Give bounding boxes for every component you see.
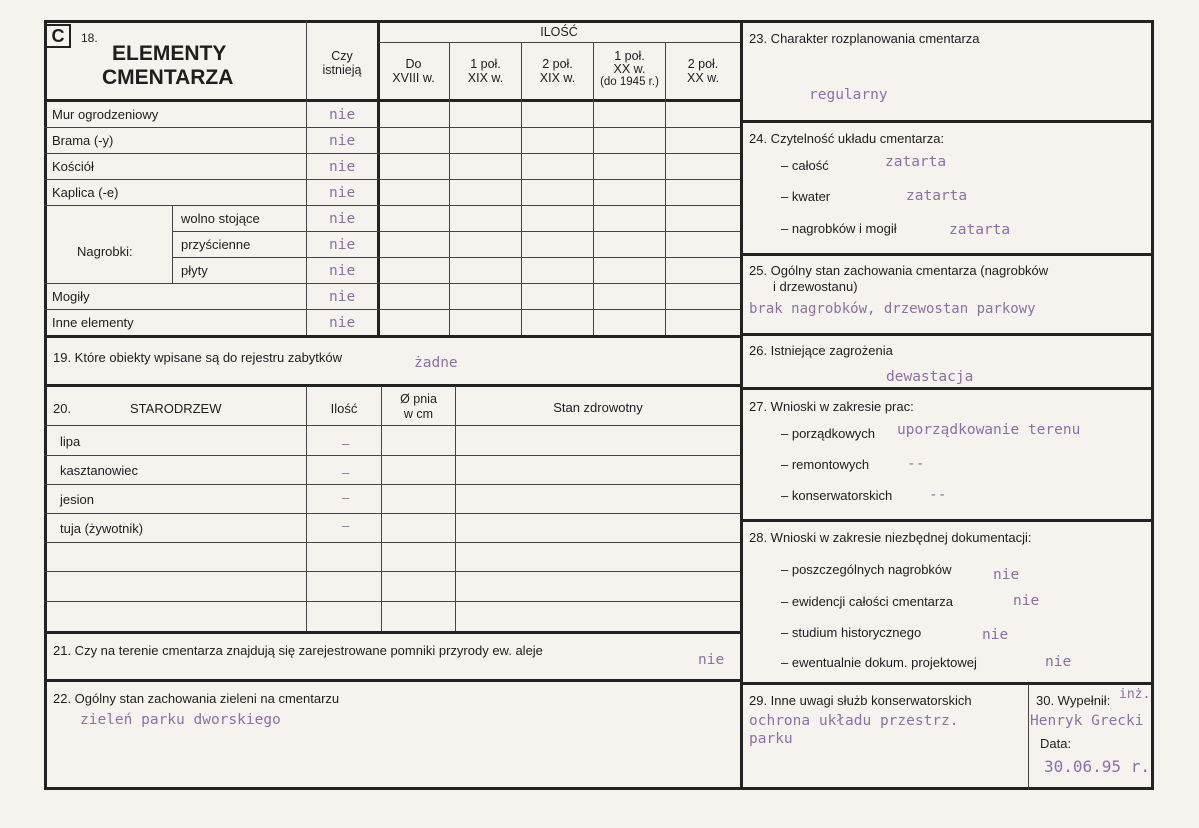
q20-number: 20. xyxy=(53,401,72,416)
element-exists-value: nie xyxy=(329,185,356,201)
q27-item-value: uporządkowanie terenu xyxy=(897,422,1081,438)
section-letter-box: C xyxy=(45,24,71,48)
element-label: płyty xyxy=(181,263,208,278)
q24-item-value: zatarta xyxy=(885,154,947,170)
q25-label-l2: i drzewostanu) xyxy=(773,279,858,294)
element-label: Inne elementy xyxy=(52,315,134,330)
q30-title: inż. xyxy=(1119,687,1151,702)
row-rule xyxy=(44,309,740,310)
period-header: 2 poł. xyxy=(687,57,719,71)
tree-name: jesion xyxy=(60,492,94,507)
q28-item-label: – poszczególnych nagrobków xyxy=(781,562,952,577)
q20-diam-header-l2: w cm xyxy=(403,407,434,421)
q21-label: 21. Czy na terenie cmentarza znajdują się zarejestrowane pomniki przyrody ew. aleje xyxy=(53,643,543,658)
element-label: Brama (-y) xyxy=(52,133,114,148)
q28-label: 28. Wnioski w zakresie niezbędnej dokumentacji: xyxy=(749,530,1032,545)
q22-value: zieleń parku dworskiego xyxy=(80,712,281,728)
q27-item-value: -- xyxy=(907,456,925,472)
q26-label: 26. Istniejące zagrożenia xyxy=(749,343,893,358)
tree-qty: – xyxy=(342,436,350,451)
tree-qty: – xyxy=(342,518,350,533)
q29-value-l1: ochrona układu przestrz. xyxy=(749,713,959,729)
period-header: 1 poł. xyxy=(470,57,501,71)
exists-header-l2: istnieją xyxy=(322,63,362,77)
q20-title: STARODRZEW xyxy=(130,401,222,416)
col-rule xyxy=(455,386,456,632)
q28-item-value: nie xyxy=(1045,654,1072,670)
q24-item-label: – całość xyxy=(781,158,829,173)
quantity-header: ILOŚĆ xyxy=(540,25,578,39)
period-header: 1 poł. xyxy=(614,49,645,63)
element-exists-value: nie xyxy=(329,263,356,279)
element-exists-value: nie xyxy=(329,133,356,149)
row-rule xyxy=(44,127,740,128)
period-header: XX w. xyxy=(613,62,646,76)
element-exists-value: nie xyxy=(329,107,356,123)
element-exists-value: nie xyxy=(329,237,356,253)
period-header: Do xyxy=(405,57,422,71)
q24-item-label: – nagrobków i mogił xyxy=(781,221,897,236)
row-rule xyxy=(172,231,740,232)
period-header: (do 1945 r.) xyxy=(600,76,659,88)
element-label: Kaplica (-e) xyxy=(52,185,119,200)
q23-value: regularny xyxy=(809,87,888,103)
row-rule xyxy=(172,257,740,258)
q30-date-label: Data: xyxy=(1040,736,1072,751)
q24-label: 24. Czytelność układu cmentarza: xyxy=(749,131,945,146)
q24-item-value: zatarta xyxy=(949,222,1011,238)
period-header: XX w. xyxy=(687,71,719,85)
q21-value: nie xyxy=(698,652,725,668)
section-number: 18. xyxy=(81,31,98,45)
q25-label-l1: 25. Ogólny stan zachowania cmentarza (nagrobków xyxy=(749,263,1049,278)
q28-item-value: nie xyxy=(993,567,1020,583)
section-rule xyxy=(44,335,742,338)
ilosc-rule xyxy=(378,42,740,43)
period-header: XVIII w. xyxy=(392,71,435,85)
row-rule xyxy=(44,283,740,284)
q28-item-label: – ewentualnie dokum. projektowej xyxy=(781,655,977,670)
row-rule xyxy=(44,601,740,602)
row-rule xyxy=(44,179,740,180)
row-rule xyxy=(44,484,740,485)
q28-item-label: – studium historycznego xyxy=(781,625,922,640)
element-exists-value: nie xyxy=(329,315,356,331)
element-exists-value: nie xyxy=(329,289,356,305)
element-exists-value: nie xyxy=(329,159,356,175)
center-divider xyxy=(740,20,743,790)
tree-name: kasztanowiec xyxy=(60,463,139,478)
col-rule xyxy=(665,42,666,336)
q27-item-label: – remontowych xyxy=(781,457,870,472)
section-title-line2: CMENTARZA xyxy=(102,66,234,89)
q28-item-value: nie xyxy=(1013,593,1040,609)
q30-date: 30.06.95 r. xyxy=(1044,757,1150,776)
element-label: wolno stojące xyxy=(181,211,260,226)
tree-qty: – xyxy=(342,490,350,505)
header-bottom-rule xyxy=(44,99,742,102)
section-rule xyxy=(740,682,1154,685)
q28-item-label: – ewidencji całości cmentarza xyxy=(781,594,953,609)
element-label: Mur ogrodzeniowy xyxy=(52,107,159,122)
section-rule xyxy=(44,679,742,682)
period-header: 2 poł. xyxy=(542,57,573,71)
element-label: przyścienne xyxy=(181,237,251,252)
q24-item-label: – kwater xyxy=(781,189,831,204)
col-rule xyxy=(381,386,382,632)
col-rule xyxy=(306,386,307,632)
q25-value: brak nagrobków, drzewostan parkowy xyxy=(749,301,1036,317)
section-rule xyxy=(740,120,1154,123)
row-rule xyxy=(44,542,740,543)
section-rule xyxy=(44,631,742,634)
element-label: Mogiły xyxy=(52,289,90,304)
row-rule xyxy=(44,455,740,456)
q26-value: dewastacja xyxy=(886,369,974,385)
nagrobki-rule xyxy=(172,205,173,283)
q29-value-l2: parku xyxy=(749,731,793,747)
q30-name: Henryk Grecki xyxy=(1030,713,1144,729)
section-title-line1: ELEMENTY xyxy=(112,42,227,65)
q23-label: 23. Charakter rozplanowania cmentarza xyxy=(749,31,980,46)
q30-label: 30. Wypełnił: xyxy=(1036,693,1111,708)
q19-label: 19. Które obiekty wpisane są do rejestru zabytków xyxy=(53,350,343,365)
q20-diam-header-l1: Ø pnia xyxy=(400,392,437,406)
row-rule xyxy=(44,205,740,206)
q20-qty-header: Ilość xyxy=(330,401,358,416)
tree-name: lipa xyxy=(60,434,81,449)
exists-header-l1: Czy xyxy=(331,49,353,63)
col-rule xyxy=(521,42,522,336)
element-label: Kościół xyxy=(52,159,94,174)
element-exists-value: nie xyxy=(329,211,356,227)
tree-name: tuja (żywotnik) xyxy=(60,521,144,536)
q29-label: 29. Inne uwagi służb konserwatorskich xyxy=(749,693,972,708)
period-header: XIX w. xyxy=(539,71,576,85)
q20-health-header: Stan zdrowotny xyxy=(553,400,643,415)
q27-label: 27. Wnioski w zakresie prac: xyxy=(749,399,914,414)
row-rule xyxy=(44,425,740,426)
row-rule xyxy=(44,153,740,154)
row-rule xyxy=(44,571,740,572)
section-rule xyxy=(740,253,1154,256)
section-rule xyxy=(740,519,1154,522)
q19-value: żadne xyxy=(414,355,458,371)
col-rule xyxy=(1028,684,1029,790)
section-rule xyxy=(740,387,1154,390)
nagrobki-label: Nagrobki: xyxy=(77,244,133,259)
row-rule xyxy=(44,513,740,514)
q24-item-value: zatarta xyxy=(906,188,968,204)
section-rule xyxy=(44,384,742,387)
tree-qty: – xyxy=(342,465,350,480)
section-rule xyxy=(740,333,1154,336)
q27-item-label: – konserwatorskich xyxy=(781,488,893,503)
period-header: XIX w. xyxy=(467,71,504,85)
q27-item-label: – porządkowych xyxy=(781,426,875,441)
q27-item-value: -- xyxy=(929,487,947,503)
q28-item-value: nie xyxy=(982,627,1009,643)
q22-label: 22. Ogólny stan zachowania zieleni na cmentarzu xyxy=(53,691,340,706)
col-rule xyxy=(449,42,450,336)
